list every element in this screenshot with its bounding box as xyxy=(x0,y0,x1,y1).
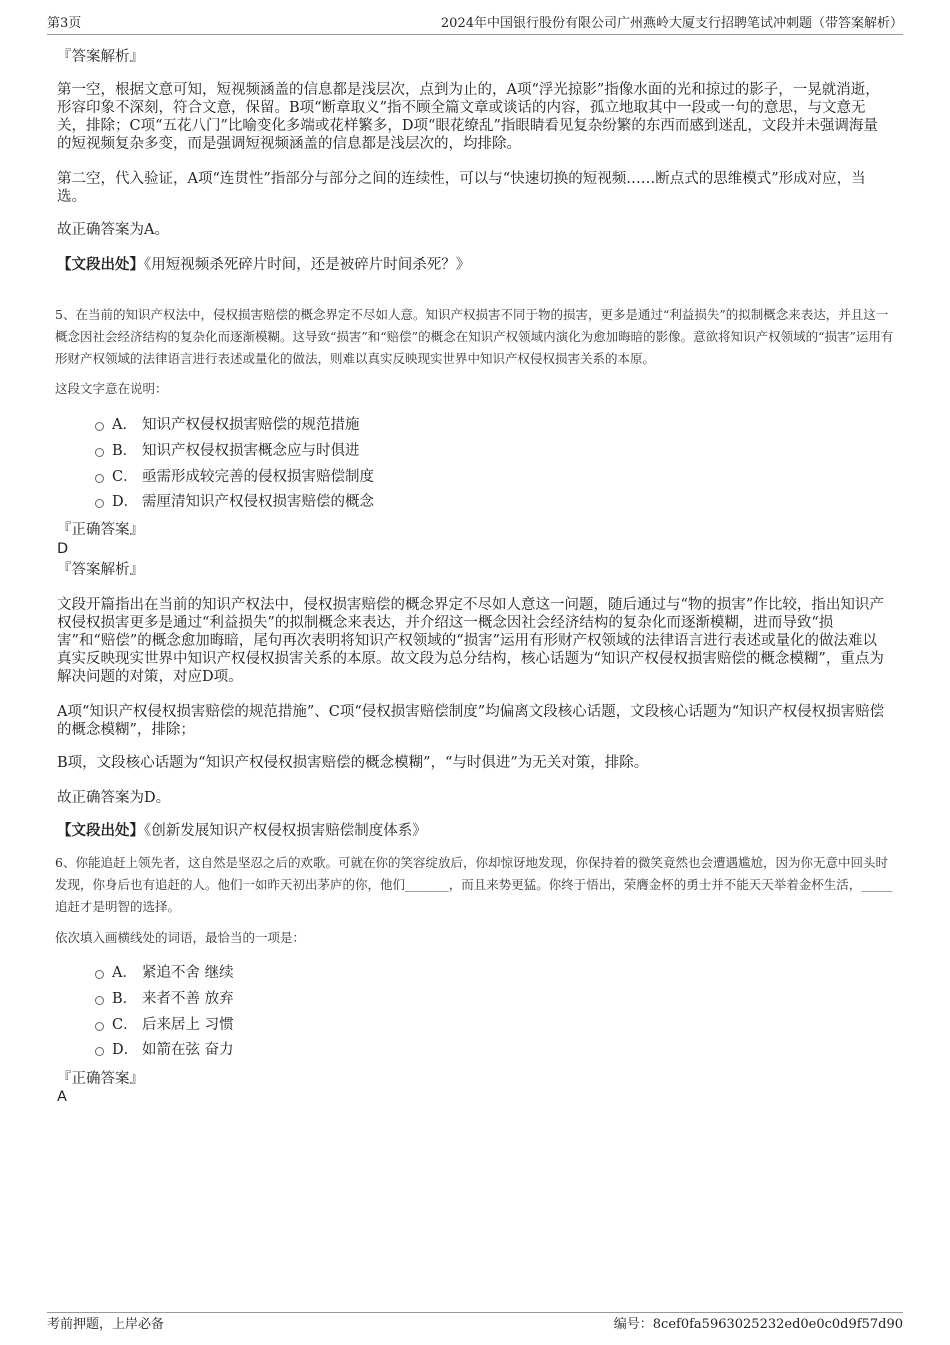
q4-analysis-paragraph-2: 第二空，代入验证，A项“连贯性”指部分与部分之间的连续性，可以与“快速切换的短视频……断点式的思维模式”形成对应，当选。 xyxy=(57,171,866,205)
q5-option-d[interactable] xyxy=(95,492,374,512)
radio-icon[interactable] xyxy=(95,448,104,457)
option-text: 需厘清知识产权侵权损害赔偿的概念 xyxy=(142,494,374,510)
q6-option-d[interactable] xyxy=(95,1040,234,1060)
q5-stem: 5、在当前的知识产权法中，侵权损害赔偿的概念界定不尽如人意。知识产权损害不同于物的损害，更多是通过“利益损失”的拟制概念来表达，并且这一概念因社会经济结构的复杂化而逐渐模糊。这导致“损害”和“赔偿”的概念在知识产权领域内演化为愈加晦暗的影像。意欲将知识产权领域的“损害”运用有形财产权领域的法律语言进行表述或量化的做法，则难以真实反映现实世界中知识产权侵权损害关系的本原。 xyxy=(55,307,894,366)
radio-icon[interactable] xyxy=(95,1022,104,1031)
radio-icon[interactable] xyxy=(95,1047,104,1056)
option-key: A． xyxy=(112,965,137,981)
q5-analysis-label: 『答案解析』 xyxy=(57,562,144,578)
option-text: 如箭在弦 奋力 xyxy=(142,1042,234,1058)
page-number: 第3页 xyxy=(47,16,82,31)
option-text: 紧追不舍 继续 xyxy=(142,965,234,981)
option-key: B． xyxy=(112,991,138,1007)
q6-blank-1: _______ xyxy=(405,877,449,892)
option-key: A． xyxy=(112,417,137,433)
document-title: 2024年中国银行股份有限公司广州燕岭大厦支行招聘笔试冲刺题（带答案解析） xyxy=(440,16,903,31)
option-key: B． xyxy=(112,443,138,459)
q5-prompt: 这段文字意在说明： xyxy=(55,381,168,396)
q6-option-b[interactable] xyxy=(95,989,234,1009)
option-key: D． xyxy=(112,1042,139,1058)
page-header xyxy=(47,14,903,35)
q5-source-title: 《创新发展知识产权侵权损害赔偿制度体系》 xyxy=(144,823,427,839)
q5-source-label: 【文段出处】 xyxy=(57,822,144,839)
q4-analysis-label: 『答案解析』 xyxy=(57,49,144,65)
option-text: 知识产权侵权损害赔偿的规范措施 xyxy=(142,417,360,433)
q6-option-c[interactable] xyxy=(95,1015,234,1035)
q5-correct-answer: D xyxy=(57,541,69,557)
q6-option-a[interactable] xyxy=(95,963,234,983)
document-id: 编号：8cef0fa5963025232ed0e0c0d9f57d90 xyxy=(613,1317,903,1332)
option-key: D． xyxy=(112,494,139,510)
radio-icon[interactable] xyxy=(95,474,104,483)
option-key: C． xyxy=(112,1017,138,1033)
option-key: C． xyxy=(112,469,138,485)
footer-slogan: 考前押题，上岸必备 xyxy=(47,1317,165,1332)
radio-icon[interactable] xyxy=(95,996,104,1005)
q6-correct-label: 『正确答案』 xyxy=(57,1071,144,1087)
option-text: 后来居上 习惯 xyxy=(142,1017,234,1033)
page-footer xyxy=(47,1312,903,1333)
q4-source-title: 《用短视频杀死碎片时间，还是被碎片时间杀死？》 xyxy=(144,257,471,273)
q6-stem-part-2: ，而且来势更猛。你终于悟出，荣膺金杯的勇士并不能天天举着金杯生活， xyxy=(448,877,862,892)
q6-blank-2: _____ xyxy=(861,877,893,892)
q5-analysis-paragraph-2: A项“知识产权侵权损害赔偿的规范措施”、C项“侵权损害赔偿制度”均偏离文段核心话题，文段核心话题为“知识产权侵权损害赔偿的概念模糊”，排除； xyxy=(57,704,885,738)
radio-icon[interactable] xyxy=(95,499,104,508)
q5-option-c[interactable] xyxy=(95,467,374,487)
option-text: 亟需形成较完善的侵权损害赔偿制度 xyxy=(142,469,374,485)
q5-option-a[interactable] xyxy=(95,415,360,435)
q6-stem-part-1: 6、你能追赶上领先者，这自然是坚忍之后的欢歌。可就在你的笑容绽放后，你却惊讶地发现，你保持着的微笑竟然也会遭遇尴尬，因为你无意中回头时发现，你身后也有追赶的人。他们一如昨天初出茅庐的你，他们 xyxy=(55,855,888,892)
option-text: 知识产权侵权损害概念应与时俱进 xyxy=(142,443,360,459)
q5-analysis-paragraph-3: B项，文段核心话题为“知识产权侵权损害赔偿的概念模糊”，“与时俱进”为无关对策，排除。 xyxy=(57,755,649,771)
q6-stem-part-3: 追赶才是明智的选择。 xyxy=(55,899,181,914)
option-text: 来者不善 放弃 xyxy=(142,991,234,1007)
q4-analysis-paragraph-1: 第一空，根据文意可知，短视频涵盖的信息都是浅层次，点到为止的，A项“浮光掠影”指像水面的光和掠过的影子，一晃就消逝，形容印象不深刻，符合文意，保留。B项“断章取义”指不顾全篇文章或谈话的内容，孤立地取其中一段或一句的意思，与文意无关，排除；C项“五花八门”比喻变化多端或花样繁多，D项“眼花缭乱”指眼睛看见复杂纷繁的东西而感到迷乱，文段并未强调海量的短视频复杂多变，而是强调短视频涵盖的信息都是浅层次的，均排除。 xyxy=(57,82,880,152)
q4-conclusion: 故正确答案为A。 xyxy=(57,222,169,238)
q6-correct-answer: A xyxy=(57,1089,67,1105)
q6-prompt: 依次填入画横线处的词语，最恰当的一项是： xyxy=(55,930,306,945)
q6-stem xyxy=(55,852,897,918)
q4-source-label: 【文段出处】 xyxy=(57,256,144,273)
radio-icon[interactable] xyxy=(95,970,104,979)
radio-icon[interactable] xyxy=(95,422,104,431)
q5-source xyxy=(57,822,890,840)
q5-analysis-paragraph-1: 文段开篇指出在当前的知识产权法中，侵权损害赔偿的概念界定不尽如人意这一问题，随后通过与“物的损害”作比较，指出知识产权侵权损害更多是通过“利益损失”的拟制概念来表达，并介绍这一概念因社会经济结构的复杂化而逐渐模糊，进而导致“损害”和“赔偿”的概念愈加晦暗，尾句再次表明将知识产权领域的“损害”运用有形财产权领域的法律语言进行表述或量化的做法难以真实反映现实世界中知识产权侵权损害关系的本原。故文段为总分结构，核心话题为“知识产权侵权损害赔偿的概念模糊”，重点为解决问题的对策，对应D项。 xyxy=(57,597,884,685)
q5-option-b[interactable] xyxy=(95,441,360,461)
q5-correct-label: 『正确答案』 xyxy=(57,522,144,538)
q4-source xyxy=(57,256,890,274)
q5-conclusion: 故正确答案为D。 xyxy=(57,790,171,806)
